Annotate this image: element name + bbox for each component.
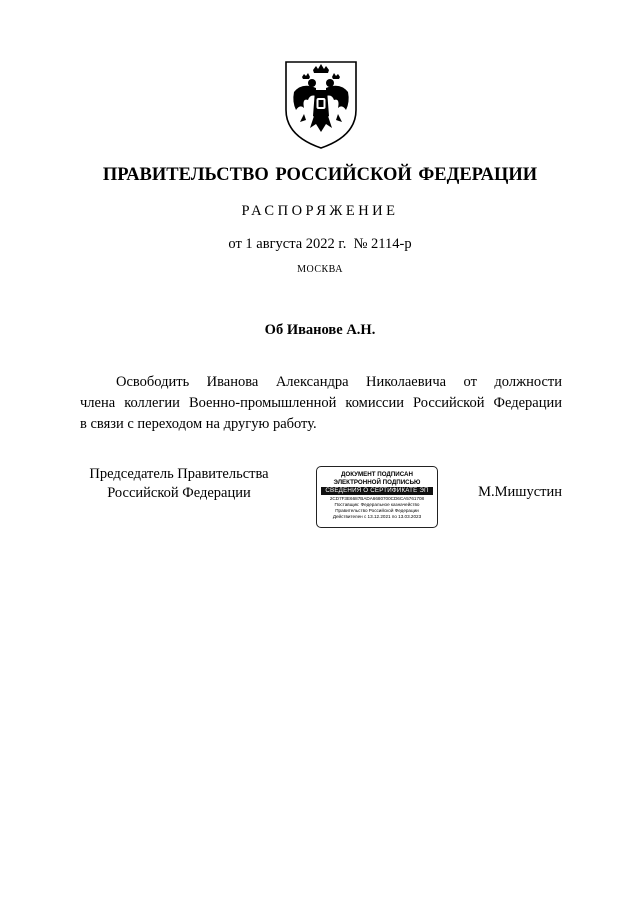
document-date-number xyxy=(0,236,640,253)
electronic-signature-stamp xyxy=(316,466,438,528)
document-body xyxy=(80,372,562,435)
document-subject: Об Иванове А.Н. xyxy=(264,322,376,338)
signatory-position xyxy=(78,465,280,503)
body-line: Освободить Иванова Александра Николаевича от должности xyxy=(116,374,562,390)
signatory-position-line: Российской Федерации xyxy=(107,485,251,501)
government-title: ПРАВИТЕЛЬСТВО РОССИЙСКОЙ ФЕДЕРАЦИИ xyxy=(102,165,538,185)
signatory-position-line: Председатель Правительства xyxy=(89,466,269,482)
document-number: № 2114-р xyxy=(353,236,412,252)
document-date: от 1 августа 2022 г. xyxy=(228,236,347,252)
signatory-name: М.Мишустин xyxy=(478,484,562,500)
stamp-validity: Действителен с 13.12.2021 по 13.03.2023 xyxy=(332,514,422,519)
document-city: МОСКВА xyxy=(297,264,343,275)
stamp-owner: Правительство Российской Федерации xyxy=(335,508,419,513)
stamp-certificate-number: 2CD7F3E6687BADA6680700CD6CA5761708 xyxy=(329,496,425,501)
coat-of-arms-icon xyxy=(282,58,360,150)
body-line: члена коллегии Военно-промышленной комиссии Российской Федерации xyxy=(80,395,562,411)
body-line: в связи с переходом на другую работу. xyxy=(80,416,317,432)
stamp-title-line: ЭЛЕКТРОННОЙ ПОДПИСЬЮ xyxy=(333,478,421,486)
stamp-title-line: ДОКУМЕНТ ПОДПИСАН xyxy=(341,471,413,478)
stamp-certificate-bar: СВЕДЕНИЯ О СЕРТИФИКАТЕ ЭП xyxy=(321,487,433,495)
document-type: РАСПОРЯЖЕНИЕ xyxy=(241,203,399,219)
stamp-supplier: Поставщик: Федеральное казначейство xyxy=(334,502,420,507)
